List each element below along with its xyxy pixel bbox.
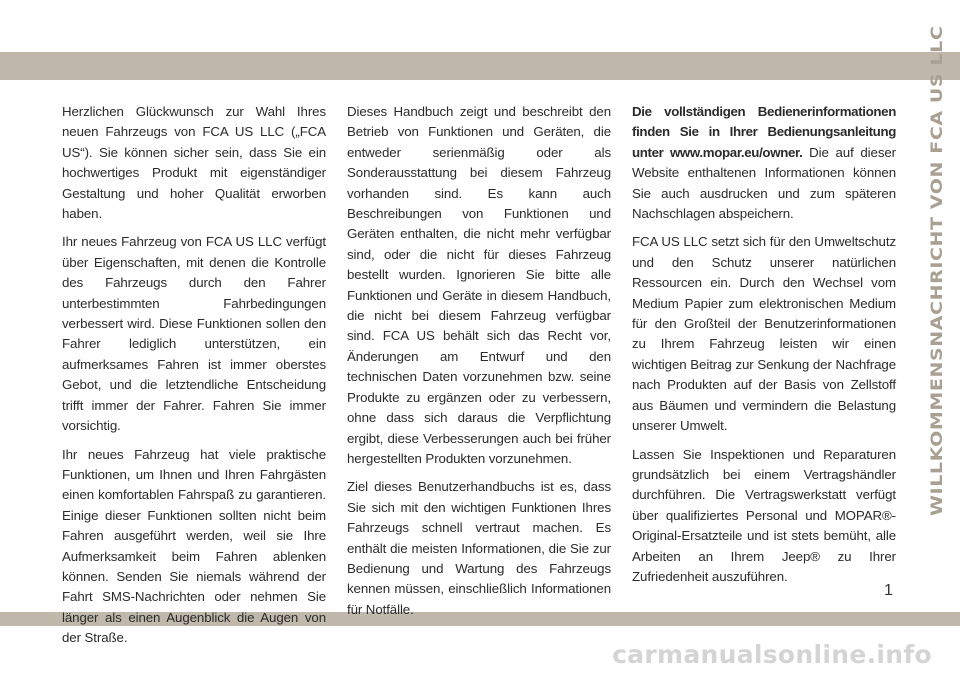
text-column-3 [632,102,896,595]
paragraph: Ziel dieses Benutzerhandbuchs ist es, dass Sie sich mit den wichtigen Funktionen Ihres Fahrzeugs schnell vertraut machen. Es enthält die meisten Informationen, die Sie zur Bedienung und Wartung des Fahrzeugs kennen müssen, einschließlich Informationen für Notfälle. [347,479,611,617]
paragraph: FCA US LLC setzt sich für den Umweltschutz und den Schutz unserer natürlichen Ressourcen ein. Durch den Wechsel vom Medium Papier zum elektronischen Medium für den Großteil der Benutzerinformationen zu Ihrem Fahrzeug leisten wir einen wichtigen Beitrag zur Senkung der Nachfrage nach Produkten auf der Basis von Zellstoff aus Bäumen und vermindern die Belastung unserer Umwelt. [632,234,896,434]
text-column-1 [62,102,326,657]
section-side-title: WILLKOMMENSNACHRICHT VON FCA US LLC [928,25,947,516]
paragraph: Herzlichen Glückwunsch zur Wahl Ihres neuen Fahrzeugs von FCA US LLC („FCA US“). Sie können sicher sein, dass Sie ein hochwertiges Produkt mit eigenständiger Gestaltung und hoher Qualität erworben haben. [62,104,326,222]
paragraph: Lassen Sie Inspektionen und Reparaturen grundsätzlich bei einem Vertragshändler durchführen. Die Vertragswerkstatt verfügt über qualifiziertes Personal und MOPAR®-Original-Ersatzteile und ist stets bemüht, alle Arbeiten an Ihrem Jeep® zu Ihrer Zufriedenheit auszuführen. [632,446,896,584]
header-band [0,52,960,80]
text-column-2 [347,102,611,628]
paragraph: Dieses Handbuch zeigt und beschreibt den Betrieb von Funktionen und Geräten, die entweder serienmäßig oder als Sonderausstattung bei diesem Fahrzeug vorhanden sind. Es kann auch Beschreibungen von Funktionen und Geräten enthalten, die nicht mehr verfügbar sind, oder die nicht für dieses Fahrzeug bestellt wurden. Ignorieren Sie bitte alle Funktionen und Geräte in diesem Handbuch, die nicht bei diesem Fahrzeug verfügbar sind. FCA US behält sich das Recht vor, Änderungen am Entwurf und den technischen Daten vorzunehmen bzw. seine Produkte zu ergänzen oder zu verbessern, ohne dass sich daraus die Verpflichtung ergibt, diese Verbesserungen auch bei früher hergestellten Produkten vorzunehmen. [347,104,611,466]
lead-rest: Die auf dieser Website enthaltenen Informationen können Sie auch ausdrucken und zum späteren Nachschlagen abspeichern. [632,144,896,222]
paragraph: Ihr neues Fahrzeug hat viele praktische Funktionen, um Ihnen und Ihren Fahrgästen einen komfortablen Fahrspaß zu garantieren. Einige dieser Funktionen sollten nicht beim Fahren ausgeführt werden, weil sie Ihre Aufmerksamkeit beim Fahren ablenken können. Senden Sie niemals während der Fahrt SMS-Nachrichten oder nehmen Sie länger als einen Augenblick die Augen von der Straße. [62,446,326,646]
lead-paragraph [632,102,896,224]
paragraph: Ihr neues Fahrzeug von FCA US LLC verfügt über Eigenschaften, mit denen die Kontrolle des Fahrzeugs durch den Fahrer unterbestimmten Fahrbedingungen verbessert wird. Diese Funktionen sollen den Fahrer lediglich unterstützen, ein aufmerksames Fahren ist immer oberstes Gebot, und die letztendliche Entscheidung trifft immer der Fahrer. Fahren Sie immer vorsichtig. [62,234,326,434]
bold-lead: Die vollständigen Bedienerinformationen finden Sie in Ihrer Bedienungsanleitung unter www.mopar.eu/owner. [632,104,896,160]
page-number: 1 [884,582,893,599]
watermark: carmanualsonline.info [612,640,932,669]
